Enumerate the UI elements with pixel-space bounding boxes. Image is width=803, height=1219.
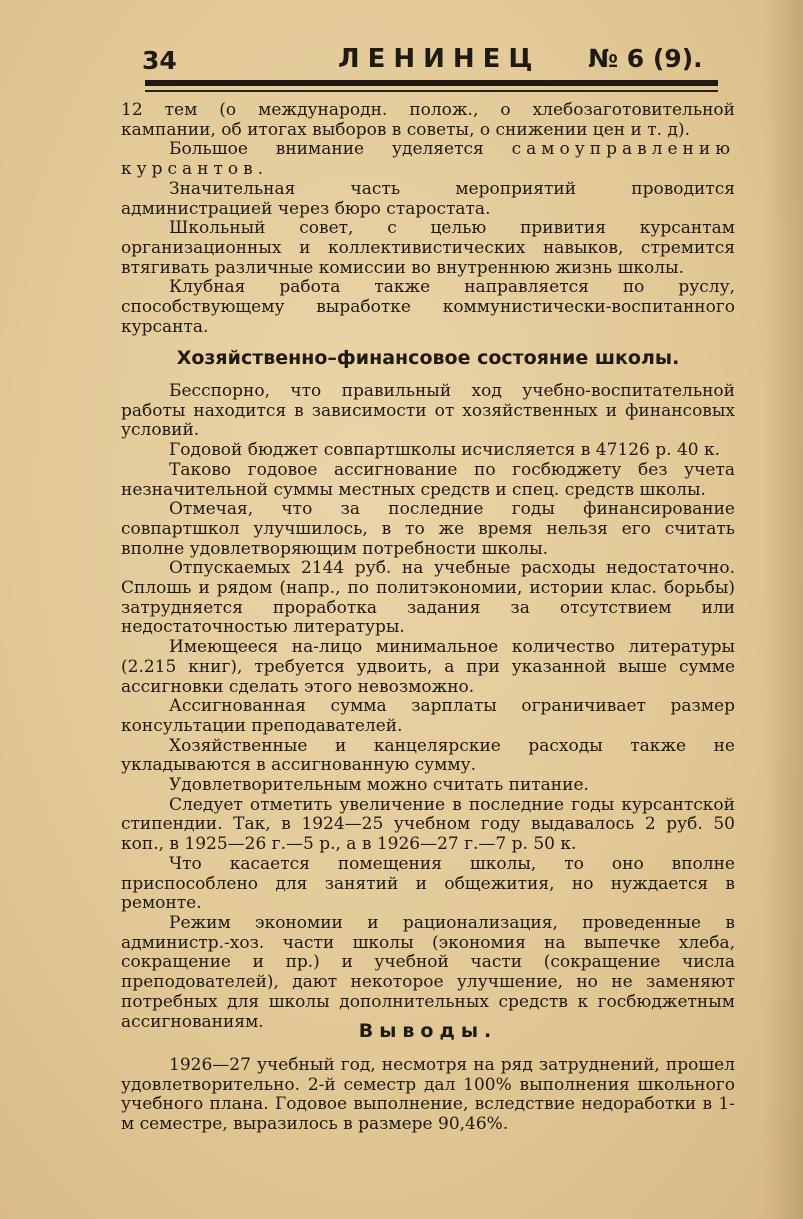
text-block-finance bbox=[121, 382, 735, 1032]
paragraph: Школьный совет, с целью привития курсантам организационных и коллективистических навыков, стремится втягивать различные комиссии во внутреннюю жизнь школы. bbox=[121, 218, 735, 278]
paragraph: 1926—27 учебный год, несмотря на ряд затруднений, прошел удовлетворительно. 2-й семестр дал 100% выполнения школьного учебного плана. Годовое выполнение, вследствие недоработки в 1-м семестре, выразилось в размере 90,46%. bbox=[121, 1055, 735, 1135]
journal-title: ЛЕНИНЕЦ bbox=[338, 44, 541, 74]
text-block-conclusions bbox=[121, 1056, 735, 1135]
paragraph: Отпускаемых 2144 руб. на учебные расходы недостаточно. Сплошь и рядом (напр., по политэкономии, истории клас. борьбы) затрудняется проработка задания за отсутствием или недостаточностью литературы. bbox=[121, 558, 735, 638]
paragraph: Следует отметить увеличение в последние годы курсантской стипендии. Так, в 1924—25 учебном году выдавалось 2 руб. 50 коп., в 1925—26 г.—5 р., а в 1926—27 г.—7 р. 50 к. bbox=[121, 794, 735, 855]
header-rule-thick bbox=[145, 80, 718, 86]
page-edge-shadow bbox=[763, 0, 803, 1219]
paragraph: Режим экономии и рационализация, проведенные в администр.-хоз. части школы (экономия на выпечке хлеба, сокращение и пр.) и учебной части (сокращение числа преподователей), дают некоторое улучшение, но не заменяют потребных для школы дополнительных средств к госбюджетным ассигнованиям. bbox=[121, 912, 735, 1032]
paragraph: Отмечая, что за последние годы финансирование совпартшкол улучшилось, в то же время нельзя его считать вполне удовлетворяющим потребности школы. bbox=[121, 499, 735, 559]
paragraph: Значительная часть мероприятий проводится администрацией через бюро старостата. bbox=[121, 178, 735, 219]
paragraph: Хозяйственные и канцелярские расходы также не укладываются в ассигнованную сумму. bbox=[121, 735, 735, 776]
section-heading-conclusions: Выводы. bbox=[358, 1020, 498, 1042]
paragraph: Годовой бюджет совпартшколы исчисляется в 47126 р. 40 к. bbox=[169, 440, 721, 461]
paragraph-text: Большое внимание уделяется bbox=[169, 139, 484, 160]
paragraph: Клубная работа также направляется по руслу, способствующему выработке коммунистически-воспитанного курсанта. bbox=[121, 277, 735, 337]
header-rule-thin bbox=[145, 90, 718, 92]
section-heading-finance: Хозяйственно–финансовое состояние школы. bbox=[176, 347, 680, 369]
paragraph: Удовлетворительным можно считать питание. bbox=[169, 775, 589, 796]
paragraph: Ассигнованная сумма зарплаты ограничивает размер консультации преподавателей. bbox=[121, 696, 735, 736]
issue-number: № 6 (9). bbox=[588, 44, 703, 73]
emphasized-text: самоуправлению курсантов. bbox=[121, 139, 735, 180]
paragraph: Таково годовое ассигнование по госбюджету без учета незначительной суммы местных средств и спец. средств школы. bbox=[121, 459, 735, 500]
paragraph: Что касается помещения школы, то оно вполне приспособлено для занятий и общежития, но нуждается в ремонте. bbox=[121, 853, 735, 914]
running-header bbox=[142, 40, 720, 76]
paragraph: Имеющееся на-лицо минимальное количество литературы (2.215 книг), требуется удвоить, а при указанной выше сумме ассигновки сделать этого невозможно. bbox=[121, 637, 735, 697]
text-block-self-governance bbox=[121, 101, 735, 337]
paragraph: 12 тем (о международн. полож., о хлебозаготовительной кампании, об итогах выборов в советы, о снижении цен и т. д). bbox=[121, 100, 735, 140]
page-number: 34 bbox=[142, 46, 177, 75]
paragraph bbox=[121, 140, 735, 179]
paragraph: Бесспорно, что правильный ход учебно-воспитательной работы находится в зависимости от хозяйственных и финансовых условий. bbox=[121, 381, 735, 441]
